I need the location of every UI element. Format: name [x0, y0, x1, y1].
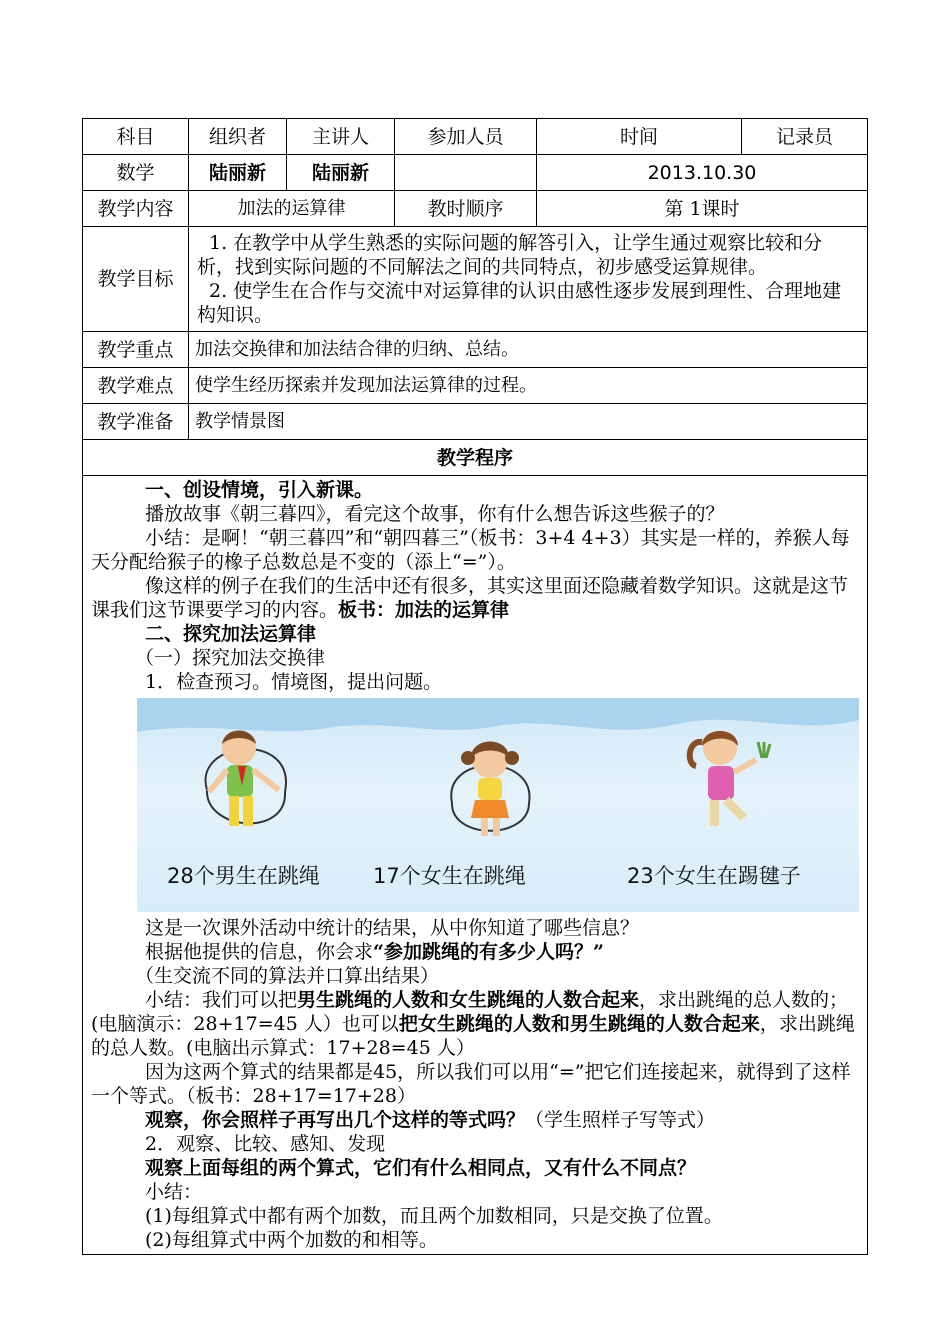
- header-values-row: [83, 155, 868, 191]
- procedure-row: [83, 476, 868, 1255]
- section-heading: 一、创设情境，引入新课。: [145, 479, 374, 501]
- content-label: 教学内容: [83, 191, 189, 227]
- key-point-value: 加法交换律和加法结合律的归纳、总结。: [189, 332, 868, 368]
- question: 观察，你会照样子再写出几个这样的等式吗？: [145, 1109, 526, 1131]
- subject-label: 科目: [83, 119, 189, 155]
- recorder-label: 记录员: [742, 119, 868, 155]
- participants-label: 参加人员: [395, 119, 537, 155]
- girl-kicking-shuttlecock-figure: [672, 720, 782, 850]
- key-point-label: 教学重点: [83, 332, 189, 368]
- text: ，求出跳绳的总人数。(电脑出示算式：17+28=45 人）: [91, 1013, 855, 1059]
- paragraph: (1)每组算式中都有两个加数，而且两个加数相同，只是交换了位置。: [145, 1205, 723, 1227]
- difficulty-row: [83, 368, 868, 404]
- paragraph: (2)每组算式中两个加数的和相等。: [145, 1229, 438, 1251]
- paragraph: [91, 988, 859, 1060]
- girl-jumping-rope-figure: [437, 728, 547, 858]
- text: 根据他提供的信息，你会求: [145, 941, 374, 963]
- order-label: 教时顺序: [395, 191, 537, 227]
- difficulty-label: 教学难点: [83, 368, 189, 404]
- emphasis: 男生跳绳的人数和女生跳绳的人数合起来: [297, 989, 640, 1011]
- paragraph: 因为这两个算式的结果都是45，所以我们可以用“=”把它们连接起来，就得到了这样一个等式。（板书：28+17=17+28）: [91, 1061, 851, 1107]
- scene-caption-girls-rope: 17个女生在跳绳: [373, 864, 526, 888]
- key-point-row: [83, 332, 868, 368]
- participants-value: [395, 155, 537, 191]
- preparation-label: 教学准备: [83, 404, 189, 440]
- sub-heading: （一）探究加法交换律: [135, 647, 326, 669]
- step: 1．检查预习。情境图，提出问题。: [145, 671, 443, 693]
- subject-value: 数学: [83, 155, 189, 191]
- difficulty-value: 使学生经历探索并发现加法运算律的过程。: [189, 368, 868, 404]
- goals-label: 教学目标: [83, 227, 189, 332]
- content-row: [83, 191, 868, 227]
- speaker-value: 陆丽新: [287, 155, 395, 191]
- text: ，求出跳绳的总人数的；(电脑演示：28+17=45 人）也可以: [91, 989, 849, 1035]
- paragraph: 小结：是啊！“朝三暮四”和“朝四暮三”（板书：3+4 4+3）其实是一样的，养猴人每天分配给猴子的橡子总数总是不变的（添上“=”）。: [91, 527, 850, 573]
- procedure-content: [83, 476, 868, 1255]
- section-heading: 二、探究加法运算律: [145, 623, 317, 645]
- paragraph: [91, 1108, 859, 1132]
- scene-image: [137, 698, 859, 912]
- paragraph: （生交流不同的算法并口算出结果）: [135, 965, 440, 987]
- procedure-title: 教学程序: [83, 440, 868, 476]
- order-value: 第 1课时: [537, 191, 868, 227]
- goal-item: 1. 在教学中从学生熟悉的实际问题的解答引入，让学生通过观察比较和分析，找到实际问题的不同解法之间的共同特点，初步感受运算规律。: [197, 232, 823, 278]
- text: 像这样的例子在我们的生活中还有很多，其实这里面还隐藏着数学知识。这就是这节课我们这节课要学习的内容。: [91, 575, 849, 621]
- organizer-label: 组织者: [189, 119, 287, 155]
- time-label: 时间: [537, 119, 742, 155]
- paragraph: [91, 574, 859, 622]
- organizer-value: 陆丽新: [189, 155, 287, 191]
- procedure-title-row: [83, 440, 868, 476]
- lesson-plan-table: [82, 118, 868, 1255]
- date-value: 2013.10.30: [537, 155, 868, 191]
- boy-jumping-rope-figure: [187, 720, 307, 850]
- text: 小结：我们可以把: [145, 989, 298, 1011]
- text: （学生照样子写等式）: [525, 1109, 716, 1131]
- header-row: [83, 119, 868, 155]
- scene-caption-boys: 28个男生在跳绳: [167, 864, 320, 888]
- step: 2．观察、比较、感知、发现: [145, 1133, 386, 1155]
- scene-caption-girls-shuttlecock: 23个女生在踢毽子: [627, 864, 801, 888]
- preparation-value: 教学情景图: [189, 404, 868, 440]
- goal-item: 2. 使学生在合作与交流中对运算律的认识由感性逐步发展到理性、合理地建构知识。: [197, 280, 842, 326]
- preparation-row: [83, 404, 868, 440]
- goals-content: [189, 227, 868, 332]
- paragraph: 这是一次课外活动中统计的结果，从中你知道了哪些信息？: [145, 917, 640, 939]
- paragraph: [91, 940, 859, 964]
- content-value: 加法的运算律: [189, 191, 395, 227]
- emphasis: 把女生跳绳的人数和男生跳绳的人数合起来: [398, 1013, 760, 1035]
- paragraph: 小结：: [145, 1181, 203, 1203]
- question: 观察上面每组的两个算式，它们有什么相同点，又有什么不同点？: [145, 1157, 697, 1179]
- board-note: 板书：加法的运算律: [338, 599, 510, 621]
- speaker-label: 主讲人: [287, 119, 395, 155]
- goals-row: [83, 227, 868, 332]
- question: “参加跳绳的有多少人吗？”: [373, 941, 604, 963]
- paragraph: 播放故事《朝三暮四》，看完这个故事，你有什么想告诉这些猴子的？: [145, 503, 725, 525]
